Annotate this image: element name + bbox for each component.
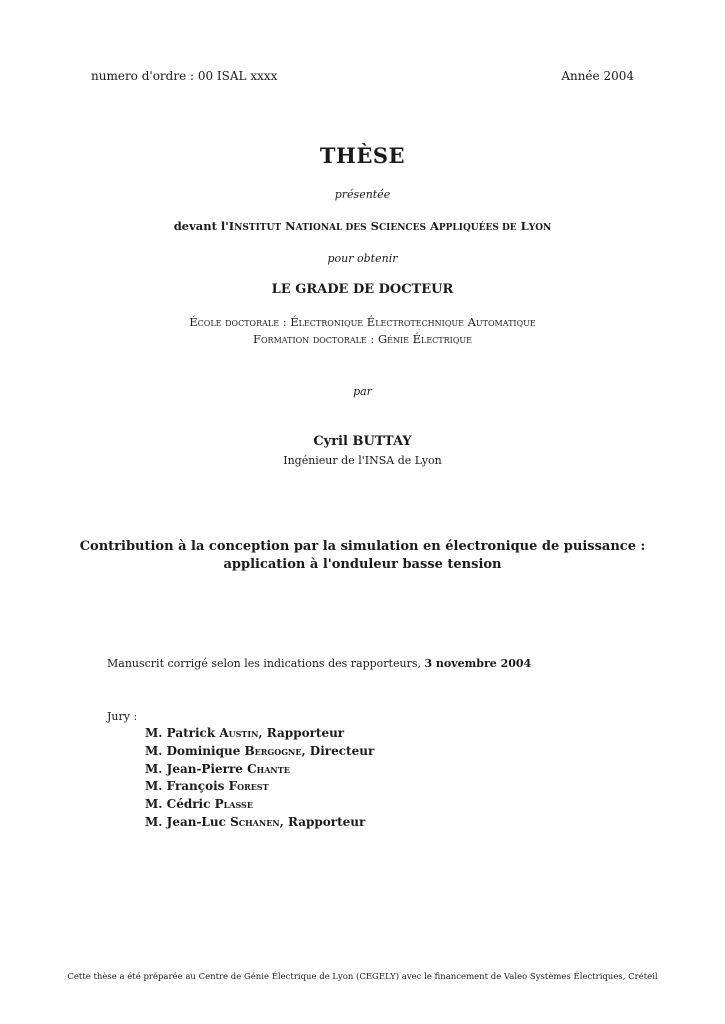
jury-member-prefix: M. Jean-Pierre xyxy=(145,761,248,776)
jury-member-role: , Directeur xyxy=(301,743,375,758)
jury-member-prefix: M. Jean-Luc xyxy=(145,814,231,829)
jury-member-surname: Chante xyxy=(247,761,290,776)
jury-member xyxy=(145,743,374,761)
degree-title: LE GRADE DE DOCTEUR xyxy=(271,282,454,297)
jury-member-prefix: M. Dominique xyxy=(145,743,245,758)
institution-word-3-cap: S xyxy=(366,219,379,233)
institution-word-1-cap: I xyxy=(228,219,235,233)
institution-word-5-cap: L xyxy=(516,219,529,233)
institution-word-2-cap: N xyxy=(281,219,296,233)
jury-member xyxy=(145,796,374,814)
jury-member xyxy=(145,814,374,832)
footer-note: Cette thèse a été préparée au Centre de Génie Électrique de Lyon (CEGELY) avec le financement de Valeo Systèmes Électriques, Créteil xyxy=(67,972,658,982)
manuscript-note xyxy=(107,657,531,670)
jury-member-role: , Rapporteur xyxy=(279,814,366,829)
to-obtain-label: pour obtenir xyxy=(327,252,398,265)
presented-label: présentée xyxy=(334,188,391,201)
jury-label: Jury : xyxy=(107,710,138,723)
institution-word-5-rest: YON xyxy=(528,223,552,233)
jury-member xyxy=(145,761,374,779)
jury-member-prefix: M. François xyxy=(145,779,229,794)
jury-member-surname: Plasse xyxy=(214,797,253,812)
jury-member-prefix: M. Cédric xyxy=(145,797,215,812)
by-label: par xyxy=(353,385,372,398)
doctoral-program: Formation doctorale : Génie Électrique xyxy=(253,332,472,346)
thesis-title-line-2: application à l'onduleur basse tension xyxy=(223,557,502,572)
jury-list xyxy=(145,725,374,832)
institution-word-4-cap: A xyxy=(425,219,439,233)
thesis-title-line-1: Contribution à la conception par la simulation en électronique de puissance : xyxy=(79,539,646,554)
jury-member-role: , Rapporteur xyxy=(258,726,345,740)
manuscript-text: Manuscrit corrigé selon les indications des rapporteurs, xyxy=(107,657,425,670)
jury-member-prefix: M. Patrick xyxy=(145,726,220,740)
year: Année 2004 xyxy=(561,69,634,83)
jury-member xyxy=(145,725,374,743)
jury-member-surname: Schanen xyxy=(230,814,280,829)
author-name: Cyril BUTTAY xyxy=(313,434,412,449)
institution-line xyxy=(0,219,725,233)
page-title: THÈSE xyxy=(319,143,406,168)
manuscript-date: 3 novembre 2004 xyxy=(424,657,532,670)
institution-word-1-rest: NSTITUT xyxy=(234,223,282,233)
institution-word-2-rest: ATIONAL DES xyxy=(295,223,367,233)
jury-member-surname: Austin xyxy=(219,726,259,740)
institution-prefix: devant l' xyxy=(173,219,229,233)
doctoral-school: École doctorale : Électronique Électrotechnique Automatique xyxy=(189,315,536,329)
author-title: Ingénieur de l'INSA de Lyon xyxy=(283,454,442,467)
jury-member xyxy=(145,778,374,796)
institution-word-3-rest: CIENCES xyxy=(378,223,426,233)
institution-word-4-rest: PPLIQUÉES DE xyxy=(438,223,517,233)
order-number: numero d'ordre : 00 ISAL xxxx xyxy=(91,69,278,83)
jury-member-surname: Forest xyxy=(228,779,269,794)
jury-member-surname: Bergogne xyxy=(244,743,302,758)
